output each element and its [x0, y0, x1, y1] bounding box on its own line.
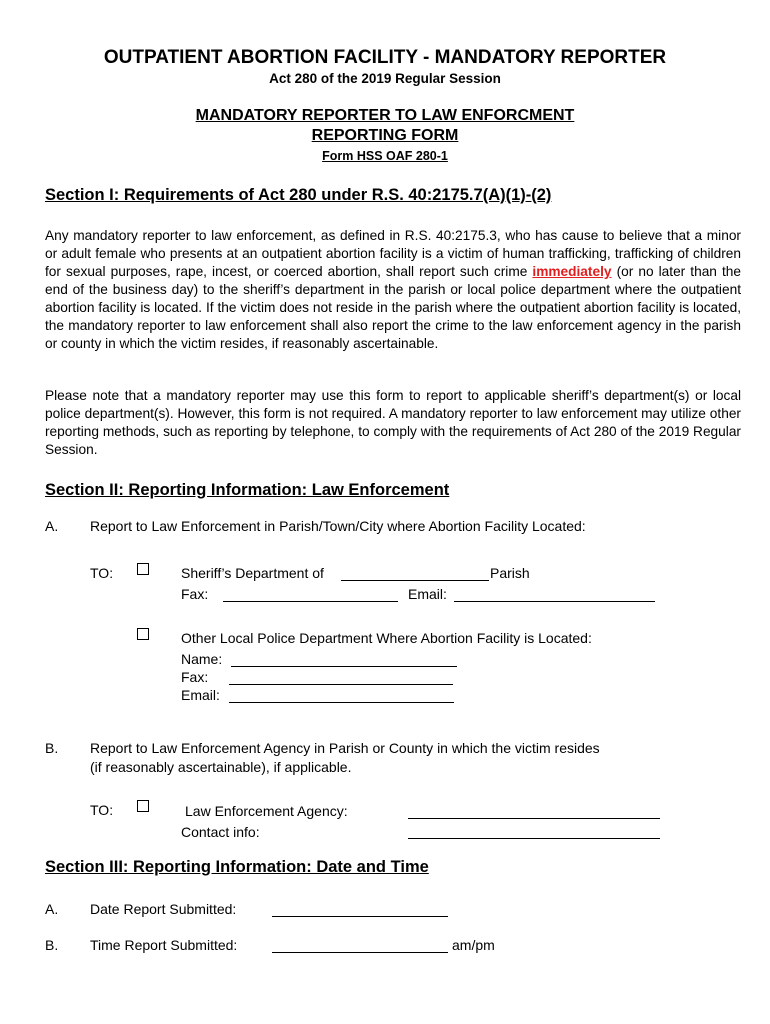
sheriff-parish-field[interactable] [341, 580, 489, 581]
para1-text-end: (or no later than the end of the business day) to the sheriff’s department in the parish or local police department where the outpatient abortion facility is located. If the victim does not reside in the parish where the outpatient abortion facility is located, the mandatory reporter to law enforcement shall also report the crime to the law enforcement agency in the parish or county in which the victim resides, if reasonably ascertainable. [45, 264, 741, 351]
immediately-emphasis: immediately [532, 264, 612, 279]
sheriff-fax-field[interactable] [223, 601, 398, 602]
parish-label: Parish [490, 565, 530, 581]
contact-info-field[interactable] [408, 838, 660, 839]
date-report-field[interactable] [272, 916, 448, 917]
form-heading-line1: MANDATORY REPORTER TO LAW ENFORCMENT [195, 107, 575, 124]
time-item-label: B. [45, 937, 59, 953]
section-2-heading: Section II: Reporting Information: Law Enforcement [45, 481, 450, 499]
section-1-heading: Section I: Requirements of Act 280 under R.S. 40:2175.7(A)(1)-(2) [45, 186, 552, 204]
item-a-label: A. [45, 518, 59, 534]
agency-checkbox[interactable] [137, 800, 149, 812]
form-title: OUTPATIENT ABORTION FACILITY - MANDATORY REPORTER [103, 47, 667, 68]
police-name-label: Name: [181, 651, 223, 667]
other-police-checkbox[interactable] [137, 628, 149, 640]
sheriff-label: Sheriff’s Department of [181, 565, 324, 581]
section-1-paragraph-2: Please note that a mandatory reporter may use this form to report to applicable sheriff’s department(s) or local police department(s). However, this form is not required. A mandatory reporter to law enforcement may utilize other reporting methods, such as reporting by telephone, to comply with the requirements of Act 280 of the 2019 Regular Session. [45, 388, 741, 457]
sheriff-email-field[interactable] [454, 601, 655, 602]
section-3-heading: Section III: Reporting Information: Date and Time [45, 858, 429, 876]
contact-info-label: Contact info: [181, 824, 260, 840]
section-1-paragraph-1 [45, 227, 741, 353]
other-police-label: Other Local Police Department Where Abortion Facility is Located: [181, 630, 592, 646]
time-report-field[interactable] [272, 952, 448, 953]
form-number: Form HSS OAF 280-1 [322, 149, 448, 163]
act-subtitle: Act 280 of the 2019 Regular Session [269, 71, 501, 86]
police-fax-label: Fax: [181, 669, 209, 685]
police-email-field[interactable] [229, 702, 454, 703]
item-a-text: Report to Law Enforcement in Parish/Town/City where Abortion Facility Located: [90, 518, 586, 534]
to-label-2: TO: [90, 802, 114, 818]
sheriff-email-label: Email: [408, 586, 447, 602]
date-report-label: Date Report Submitted: [90, 901, 237, 917]
item-b-label: B. [45, 740, 59, 756]
sheriff-checkbox[interactable] [137, 563, 149, 575]
date-item-label: A. [45, 901, 59, 917]
item-b-text-line1: Report to Law Enforcement Agency in Parish or County in which the victim resides [90, 740, 600, 756]
police-email-label: Email: [181, 687, 220, 703]
form-heading-line2: REPORTING FORM [311, 127, 459, 144]
time-report-label: Time Report Submitted: [90, 937, 238, 953]
am-pm-label: am/pm [452, 937, 495, 953]
to-label: TO: [90, 565, 114, 581]
sheriff-fax-label: Fax: [181, 586, 209, 602]
para1-text-start: Any mandatory reporter to law enforcement, as defined in R.S. 40:2175.3, who has cause to believe that a minor or adult female who presents at an outpatient abortion facility is a victim of human trafficking, trafficking of children for sexual purposes, rape, incest, or coerced abortion, shall report such crime [45, 228, 741, 279]
police-name-field[interactable] [231, 666, 457, 667]
agency-label: Law Enforcement Agency: [185, 803, 348, 819]
police-fax-field[interactable] [229, 684, 453, 685]
item-b-text-line2: (if reasonably ascertainable), if applicable. [90, 759, 352, 775]
agency-field[interactable] [408, 818, 660, 819]
